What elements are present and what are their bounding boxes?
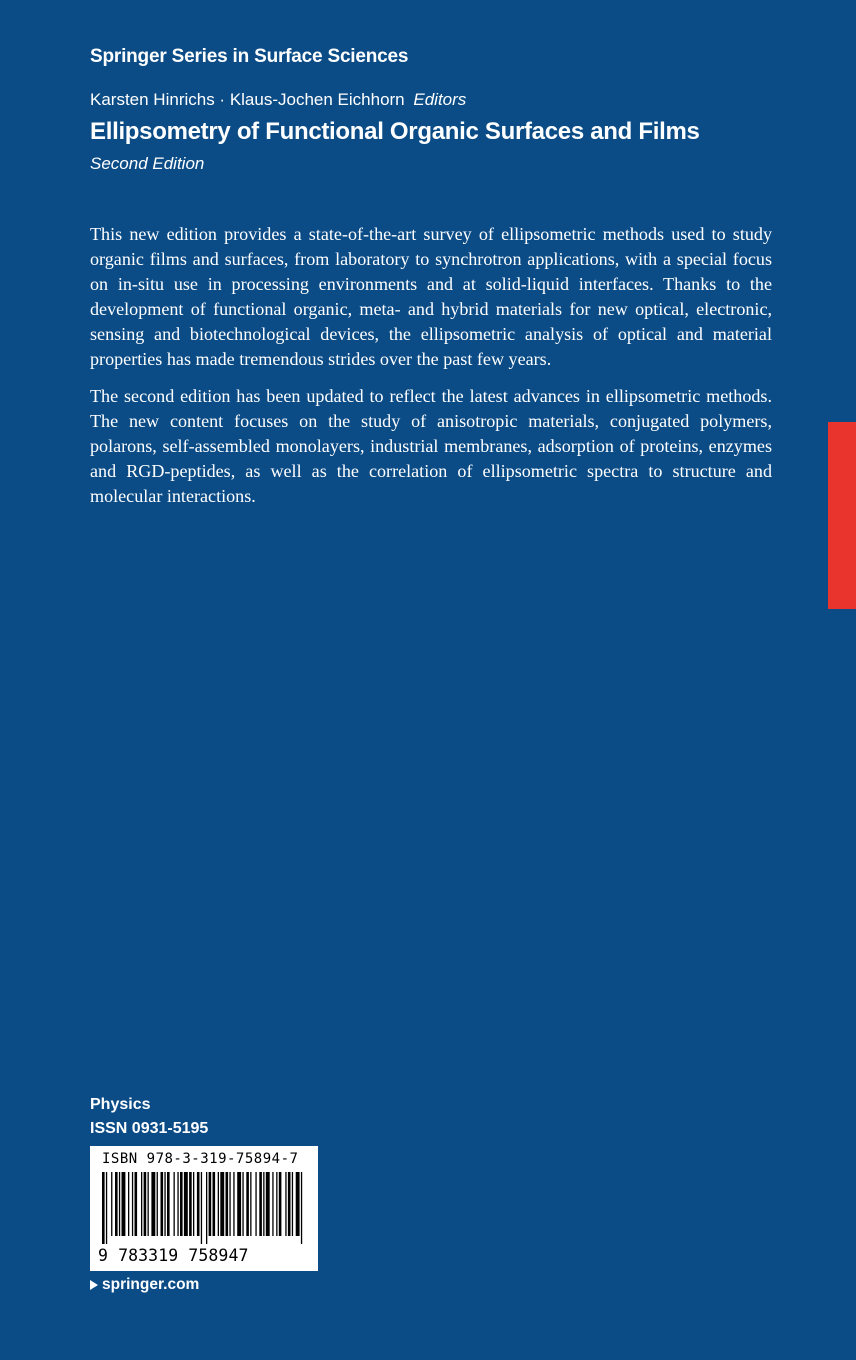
barcode-box [90, 1146, 318, 1271]
barcode-bar [122, 1172, 126, 1236]
barcode-bar [106, 1172, 107, 1244]
book-title: Ellipsometry of Functional Organic Surfaces and Films [90, 118, 700, 145]
barcode-bar [296, 1172, 300, 1236]
barcode-bar [157, 1172, 158, 1236]
barcode-bar [193, 1172, 194, 1236]
barcode-bar [132, 1172, 133, 1236]
barcode-bar [255, 1172, 256, 1236]
barcode-bar [111, 1172, 112, 1236]
barcode-icon [100, 1172, 308, 1244]
barcode-bar [301, 1172, 302, 1244]
barcode-bar [229, 1172, 230, 1236]
barcode-bar [250, 1172, 251, 1236]
barcode-bar [102, 1172, 105, 1244]
editor-role: Editors [413, 90, 467, 109]
description-paragraph-1: This new edition provides a state-of-the-art survey of ellipsometric methods used to study organic films and surfaces, from laboratory to synchrotron applications, with a special focus on in-situ use in processing environments and at solid-liquid interfaces. Thanks to the development of functional organic, meta- and hybrid materials for new optical, electronic, sensing and biotechnological devices, the ellipsometric analysis of optical and material properties has made tremendous strides over the past few years. [90, 224, 772, 369]
website-label: springer.com [102, 1276, 200, 1293]
barcode-bar [237, 1172, 241, 1236]
barcode-bar [141, 1172, 142, 1236]
barcode-bar [119, 1172, 120, 1236]
barcode-bar [197, 1172, 200, 1236]
barcode-bar [189, 1172, 192, 1236]
barcode-bar [279, 1172, 282, 1236]
barcode-bar [276, 1172, 277, 1236]
triangle-right-icon [90, 1280, 98, 1290]
barcode-bar [164, 1172, 165, 1236]
barcode-bar [206, 1172, 207, 1244]
barcode-bar [246, 1172, 249, 1236]
barcode-bar [242, 1172, 243, 1236]
barcode-bar [292, 1172, 293, 1236]
editor-names: Karsten Hinrichs · Klaus-Jochen Eichhorn [90, 90, 405, 109]
barcode-bar [167, 1172, 170, 1236]
barcode-bar [218, 1172, 219, 1236]
barcode-digits: 9 783319 758947 [98, 1246, 249, 1265]
barcode-bar [263, 1172, 264, 1236]
subject-label: Physics [90, 1096, 151, 1113]
barcode-bar [226, 1172, 229, 1236]
barcode-bar [177, 1172, 178, 1236]
editors-line [90, 90, 466, 110]
barcode-bar [180, 1172, 183, 1236]
series-name: Springer Series in Surface Sciences [90, 46, 409, 67]
edition-label: Second Edition [90, 154, 205, 173]
spine-color-tab [828, 422, 856, 609]
barcode-bar [148, 1172, 149, 1236]
barcode-bar [201, 1172, 202, 1244]
barcode-bar [144, 1172, 147, 1236]
description-paragraph-2: The second edition has been updated to reflect the latest advances in ellipsometric methods. The new content focuses on the study of anisotropic materials, conjugated polymers, polarons, self-assembled monolayers, industrial membranes, adsorption of proteins, enzymes and RGD-peptides, as well as the correlation of ellipsometric spectra to structure and molecular interactions. [90, 386, 772, 506]
barcode-bar [266, 1172, 270, 1236]
barcode-bar [174, 1172, 175, 1236]
book-description [90, 222, 772, 521]
issn-label: ISSN 0931-5195 [90, 1120, 209, 1137]
isbn-label: ISBN 978-3-319-75894-7 [102, 1151, 299, 1167]
barcode-bar [135, 1172, 138, 1236]
website-link[interactable] [90, 1276, 199, 1294]
barcode-bar [259, 1172, 262, 1236]
barcode-bar [161, 1172, 164, 1236]
barcode-bar [115, 1172, 118, 1236]
barcode-bar [184, 1172, 188, 1236]
barcode-bar [128, 1172, 129, 1236]
barcode-bar [272, 1172, 273, 1236]
barcode-bar [285, 1172, 286, 1236]
barcode-bar [213, 1172, 216, 1236]
barcode-bar [233, 1172, 234, 1236]
barcode-bar [151, 1172, 155, 1236]
barcode-bar [288, 1172, 291, 1236]
barcode-bar [209, 1172, 212, 1236]
barcode-bar [220, 1172, 224, 1236]
